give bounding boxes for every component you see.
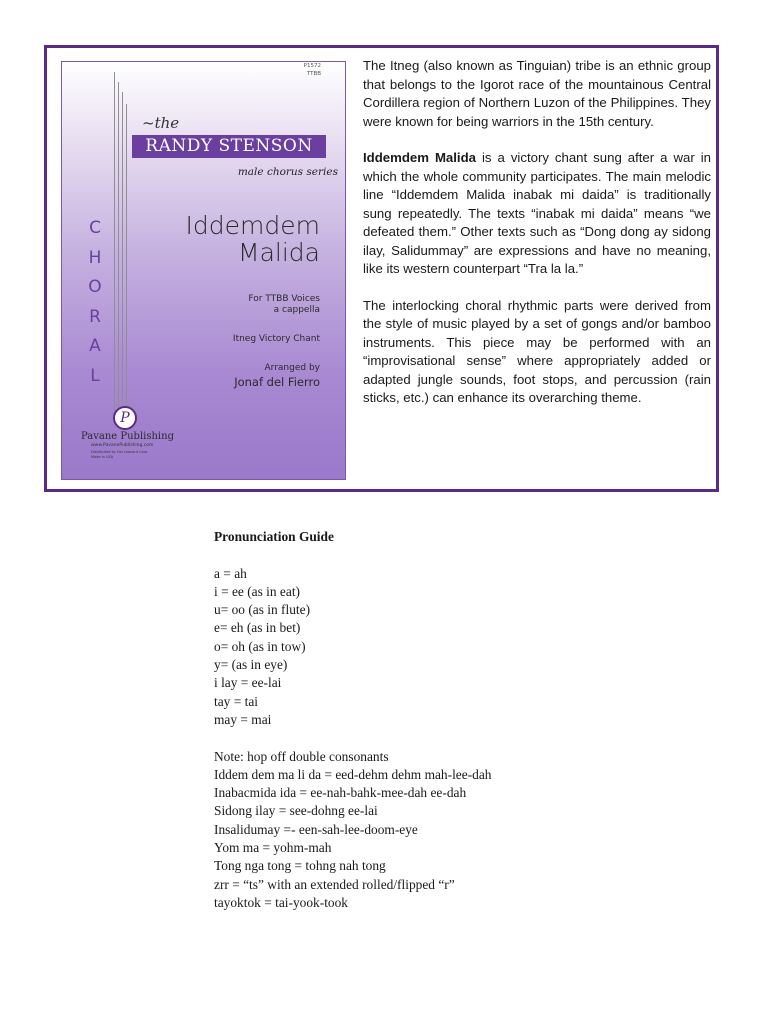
- cover-chant: Itneg Victory Chant: [232, 334, 320, 344]
- guide-spacer: [214, 729, 654, 747]
- guide-heading: Pronunciation Guide: [214, 529, 334, 544]
- decorative-line: [118, 82, 119, 412]
- guide-line: u= oo (as in flute): [214, 602, 311, 618]
- guide-line: e= eh (as in bet): [214, 620, 301, 636]
- cover-title: Iddemdem Malida: [185, 211, 320, 267]
- guide-line: tayoktok = tai-yook-took: [214, 894, 348, 910]
- guide-line: Iddem dem ma li da = eed-dehm dehm mah-lee-dah: [214, 766, 492, 782]
- guide-line: i lay = ee-lai: [214, 675, 282, 691]
- guide-line: a = ah: [214, 565, 247, 581]
- guide-line: may = mai: [214, 711, 272, 727]
- cover-series: male chorus series: [237, 166, 338, 178]
- guide-line: i = ee (as in eat): [214, 583, 300, 599]
- guide-line: o= oh (as in tow): [214, 638, 306, 654]
- description-text: [363, 57, 711, 426]
- description-paragraph: The Itneg (also known as Tinguian) tribe is an ethnic group that belongs to the Igorot race of the mountainous Central Cordillera region of Northern Luzon of the Philippines. They were known for being warriors in the 15th century.: [363, 58, 711, 129]
- guide-line: Sidong ilay = see-dohng ee-lai: [214, 803, 378, 819]
- guide-line: zrr = “ts” with an extended rolled/flipped “r”: [214, 876, 455, 892]
- description-paragraph: The interlocking choral rhythmic parts were derived from the style of music played by a set of gongs and/or bamboo instruments. This piece may be performed with an “improvisational sense” where appropriately added or adapted jungle sounds, foot stops, and percussion (rain sticks, etc.) can enhance its overarching theme.: [363, 297, 711, 405]
- pronunciation-guide: [214, 528, 654, 912]
- guide-line: Insalidumay =- een-sah-lee-doom-eye: [214, 821, 418, 837]
- guide-line: Note: hop off double consonants: [214, 748, 389, 764]
- cover-arranged-by: Arranged by: [264, 363, 320, 373]
- guide-line: Inabacmida ida = ee-nah-bahk-mee-dah ee-dah: [214, 785, 467, 801]
- score-cover-image: [61, 61, 346, 480]
- cover-arranger: Jonaf del Fierro: [234, 375, 320, 389]
- description-paragraph: Iddemdem Malida is a victory chant sung after a war in which the whole community participates. The main melodic line “Iddemdem Malida inabak mi daida” is traditionally sung repeatedly. The texts “inabak mi daida” means “we defeated them.” Other texts such as “Dong dong ay sidong ilay, Salidummay” are expressions and have no meaning, like its western counterpart “Tra la la.”: [363, 150, 711, 276]
- cover-the: ~the: [142, 114, 180, 132]
- piece-title: Iddemdem Malida: [363, 150, 476, 165]
- decorative-line: [126, 104, 127, 414]
- guide-line: Tong nga tong = tohng nah tong: [214, 858, 386, 874]
- cover-banner: RANDY STENSON: [132, 135, 326, 158]
- catalog-number: P1572 TTBB: [303, 63, 321, 77]
- decorative-line: [114, 72, 115, 414]
- cover-voices: For TTBB Voices a cappella: [248, 294, 320, 315]
- choral-vertical-text: C H O R A L: [88, 218, 102, 386]
- guide-line: Yom ma = yohm-mah: [214, 840, 332, 856]
- cover-url: www.PavanePublishing.com: [91, 443, 154, 448]
- guide-line: y= (as in eye): [214, 657, 288, 673]
- pavane-logo-icon: P: [113, 406, 137, 430]
- decorative-line: [122, 92, 123, 412]
- guide-line: tay = tai: [214, 693, 258, 709]
- cover-fine-print: Distributed by Hal Leonard Corp. Made in USA: [91, 450, 149, 459]
- cover-publisher: Pavane Publishing: [81, 431, 174, 442]
